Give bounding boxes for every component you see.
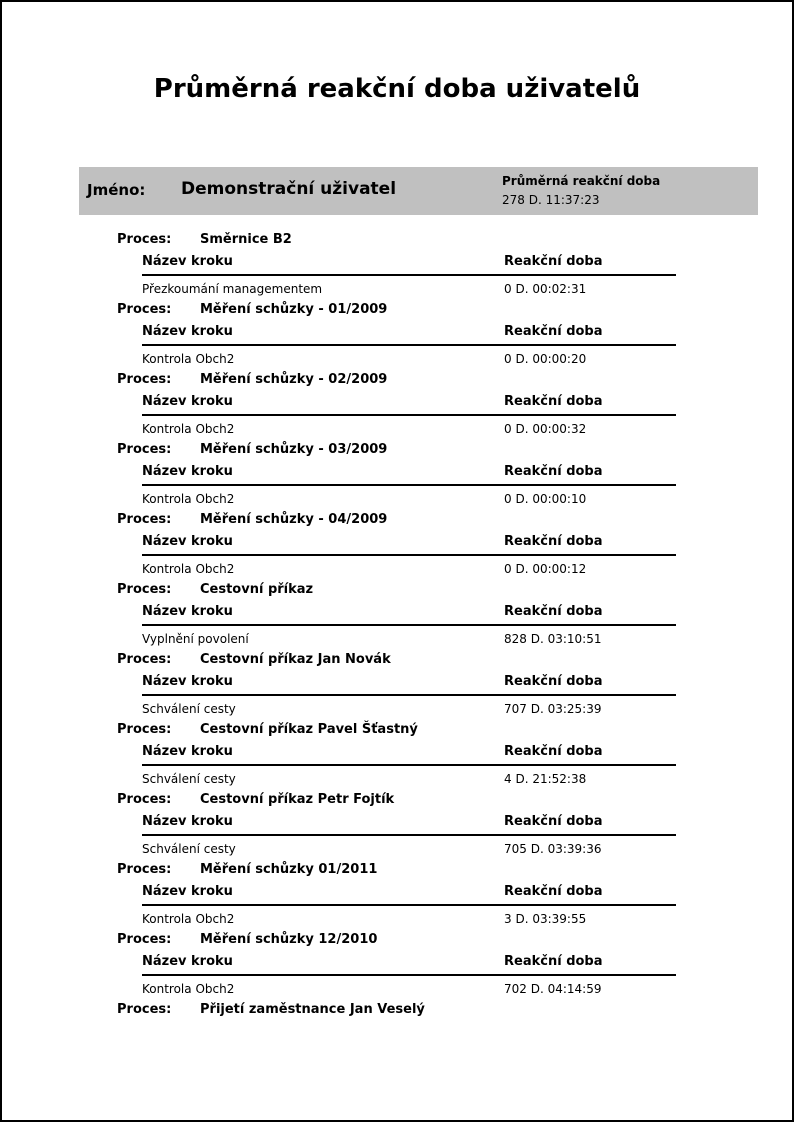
column-reaction-time: Reakční doba xyxy=(504,534,603,549)
process-label: Proces: xyxy=(117,932,172,947)
step-reaction-time: 0 D. 00:00:32 xyxy=(504,422,587,436)
process-label: Proces: xyxy=(117,792,172,807)
steps-table-header xyxy=(142,534,676,556)
process-label: Proces: xyxy=(117,1002,172,1017)
process-label: Proces: xyxy=(117,512,172,527)
steps-table xyxy=(142,954,676,997)
process-section xyxy=(2,512,792,582)
step-reaction-time: 4 D. 21:52:38 xyxy=(504,772,587,786)
process-name: Měření schůzky 01/2011 xyxy=(200,862,378,877)
process-section xyxy=(2,302,792,372)
steps-table-header xyxy=(142,884,676,906)
step-name: Schválení cesty xyxy=(142,842,236,856)
column-step-name: Název kroku xyxy=(142,674,233,689)
steps-table-header xyxy=(142,254,676,276)
column-reaction-time: Reakční doba xyxy=(504,254,603,269)
step-name: Kontrola Obch2 xyxy=(142,562,235,576)
column-step-name: Název kroku xyxy=(142,254,233,269)
steps-table xyxy=(142,744,676,787)
column-reaction-time: Reakční doba xyxy=(504,464,603,479)
column-step-name: Název kroku xyxy=(142,464,233,479)
steps-table xyxy=(142,604,676,647)
step-row xyxy=(142,912,676,927)
process-header xyxy=(117,862,377,877)
steps-table-header xyxy=(142,394,676,416)
process-header xyxy=(117,302,387,317)
process-header xyxy=(117,372,387,387)
process-header xyxy=(117,232,292,247)
process-section xyxy=(2,932,792,1002)
column-reaction-time: Reakční doba xyxy=(504,884,603,899)
process-section xyxy=(2,1002,792,1072)
process-header xyxy=(117,652,391,667)
column-step-name: Název kroku xyxy=(142,814,233,829)
steps-table-header xyxy=(142,464,676,486)
process-name: Měření schůzky - 02/2009 xyxy=(200,372,388,387)
process-label: Proces: xyxy=(117,442,172,457)
column-reaction-time: Reakční doba xyxy=(504,324,603,339)
column-reaction-time: Reakční doba xyxy=(504,954,603,969)
process-section xyxy=(2,792,792,862)
process-label: Proces: xyxy=(117,722,172,737)
process-header xyxy=(117,442,387,457)
step-name: Kontrola Obch2 xyxy=(142,912,235,926)
steps-table xyxy=(142,814,676,857)
steps-table xyxy=(142,324,676,367)
process-name: Měření schůzky 12/2010 xyxy=(200,932,378,947)
steps-table xyxy=(142,534,676,577)
column-reaction-time: Reakční doba xyxy=(504,604,603,619)
process-name: Cestovní příkaz Pavel Šťastný xyxy=(200,722,418,737)
step-row xyxy=(142,492,676,507)
report-title: Průměrná reakční doba uživatelů xyxy=(153,74,641,104)
step-row xyxy=(142,842,676,857)
column-step-name: Název kroku xyxy=(142,394,233,409)
steps-table xyxy=(142,674,676,717)
process-name: Měření schůzky - 01/2009 xyxy=(200,302,388,317)
process-name: Směrnice B2 xyxy=(200,232,292,247)
column-step-name: Název kroku xyxy=(142,954,233,969)
steps-table xyxy=(142,464,676,507)
steps-table xyxy=(142,884,676,927)
step-name: Přezkoumání managementem xyxy=(142,282,323,296)
process-name: Cestovní příkaz Petr Fojtík xyxy=(200,792,395,807)
column-reaction-time: Reakční doba xyxy=(504,394,603,409)
process-name: Přijetí zaměstnance Jan Veselý xyxy=(200,1002,425,1017)
process-name: Měření schůzky - 03/2009 xyxy=(200,442,388,457)
process-section xyxy=(2,652,792,722)
process-header xyxy=(117,792,394,807)
step-name: Kontrola Obch2 xyxy=(142,492,235,506)
process-section xyxy=(2,442,792,512)
process-header xyxy=(117,722,418,737)
column-reaction-time: Reakční doba xyxy=(504,674,603,689)
avg-reaction-label: Průměrná reakční doba xyxy=(502,174,661,188)
step-name: Kontrola Obch2 xyxy=(142,422,235,436)
step-name: Kontrola Obch2 xyxy=(142,982,235,996)
column-step-name: Název kroku xyxy=(142,884,233,899)
step-name: Kontrola Obch2 xyxy=(142,352,235,366)
process-header xyxy=(117,932,377,947)
user-header-bar xyxy=(79,167,758,215)
process-label: Proces: xyxy=(117,372,172,387)
steps-table xyxy=(142,394,676,437)
step-row xyxy=(142,772,676,787)
name-label: Jméno: xyxy=(87,181,146,199)
steps-table-header xyxy=(142,674,676,696)
step-row xyxy=(142,982,676,997)
step-name: Vyplnění povolení xyxy=(142,632,249,646)
step-reaction-time: 0 D. 00:02:31 xyxy=(504,282,587,296)
process-section xyxy=(2,722,792,792)
step-reaction-time: 0 D. 00:00:10 xyxy=(504,492,587,506)
step-reaction-time: 3 D. 03:39:55 xyxy=(504,912,587,926)
process-label: Proces: xyxy=(117,652,172,667)
process-label: Proces: xyxy=(117,232,172,247)
step-name: Schválení cesty xyxy=(142,772,236,786)
process-sections xyxy=(2,232,792,1072)
process-section xyxy=(2,372,792,442)
avg-reaction-value: 278 D. 11:37:23 xyxy=(502,193,600,207)
step-row xyxy=(142,632,676,647)
step-reaction-time: 0 D. 00:00:12 xyxy=(504,562,587,576)
step-reaction-time: 0 D. 00:00:20 xyxy=(504,352,587,366)
steps-table-header xyxy=(142,604,676,626)
steps-table-header xyxy=(142,814,676,836)
avg-reaction-block xyxy=(502,174,752,207)
step-row xyxy=(142,422,676,437)
process-name: Cestovní příkaz Jan Novák xyxy=(200,652,391,667)
column-reaction-time: Reakční doba xyxy=(504,814,603,829)
process-label: Proces: xyxy=(117,582,172,597)
step-reaction-time: 705 D. 03:39:36 xyxy=(504,842,602,856)
steps-table-header xyxy=(142,954,676,976)
process-section xyxy=(2,862,792,932)
step-reaction-time: 707 D. 03:25:39 xyxy=(504,702,602,716)
step-row xyxy=(142,562,676,577)
process-name: Cestovní příkaz xyxy=(200,582,314,597)
name-value: Demonstrační uživatel xyxy=(181,179,397,199)
process-section xyxy=(2,582,792,652)
column-step-name: Název kroku xyxy=(142,534,233,549)
step-name: Schválení cesty xyxy=(142,702,236,716)
process-section xyxy=(2,232,792,302)
column-step-name: Název kroku xyxy=(142,604,233,619)
process-label: Proces: xyxy=(117,302,172,317)
steps-table-header xyxy=(142,324,676,346)
step-reaction-time: 828 D. 03:10:51 xyxy=(504,632,602,646)
column-step-name: Název kroku xyxy=(142,324,233,339)
process-header xyxy=(117,582,313,597)
steps-table-header xyxy=(142,744,676,766)
process-label: Proces: xyxy=(117,862,172,877)
column-reaction-time: Reakční doba xyxy=(504,744,603,759)
step-row xyxy=(142,702,676,717)
steps-table xyxy=(142,254,676,297)
process-header xyxy=(117,1002,425,1017)
process-header xyxy=(117,512,387,527)
step-row xyxy=(142,352,676,367)
column-step-name: Název kroku xyxy=(142,744,233,759)
step-row xyxy=(142,282,676,297)
process-name: Měření schůzky - 04/2009 xyxy=(200,512,388,527)
step-reaction-time: 702 D. 04:14:59 xyxy=(504,982,602,996)
